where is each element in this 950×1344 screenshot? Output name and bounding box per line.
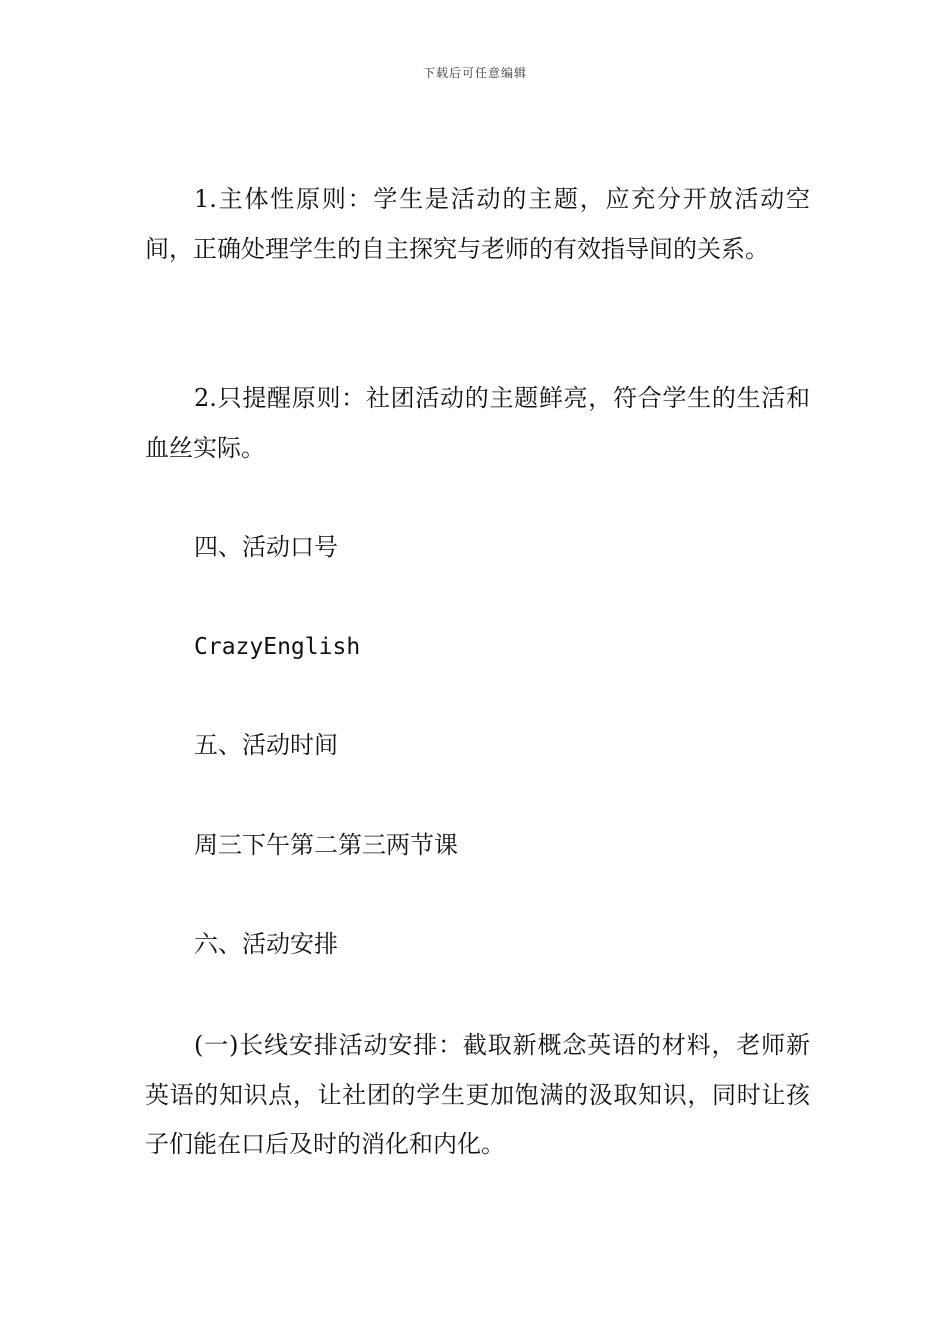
activity-slogan-text: CrazyEnglish <box>194 634 361 660</box>
paragraph-long-term-arrangement: (一)长线安排活动安排：截取新概念英语的材料，老师新英语的知识点，让社团的学生更加饱满的汲取知识，同时让孩子们能在口后及时的消化和内化。 <box>145 1031 810 1158</box>
heading-activity-slogan: 四、活动口号 <box>194 533 338 561</box>
activity-time-text: 周三下午第二第三两节课 <box>194 831 458 859</box>
paragraph-principle-2: 2.只提醒原则：社团活动的主题鲜亮，符合学生的生活和血丝实际。 <box>145 384 810 462</box>
paragraph-principle-1: 1.主体性原则：学生是活动的主题，应充分开放活动空间，正确处理学生的自主探究与老师的有效指导间的关系。 <box>145 185 810 263</box>
heading-activity-time: 五、活动时间 <box>194 731 338 759</box>
page-header: 下载后可任意编辑 <box>422 66 527 80</box>
heading-activity-arrangement: 六、活动安排 <box>194 930 338 958</box>
